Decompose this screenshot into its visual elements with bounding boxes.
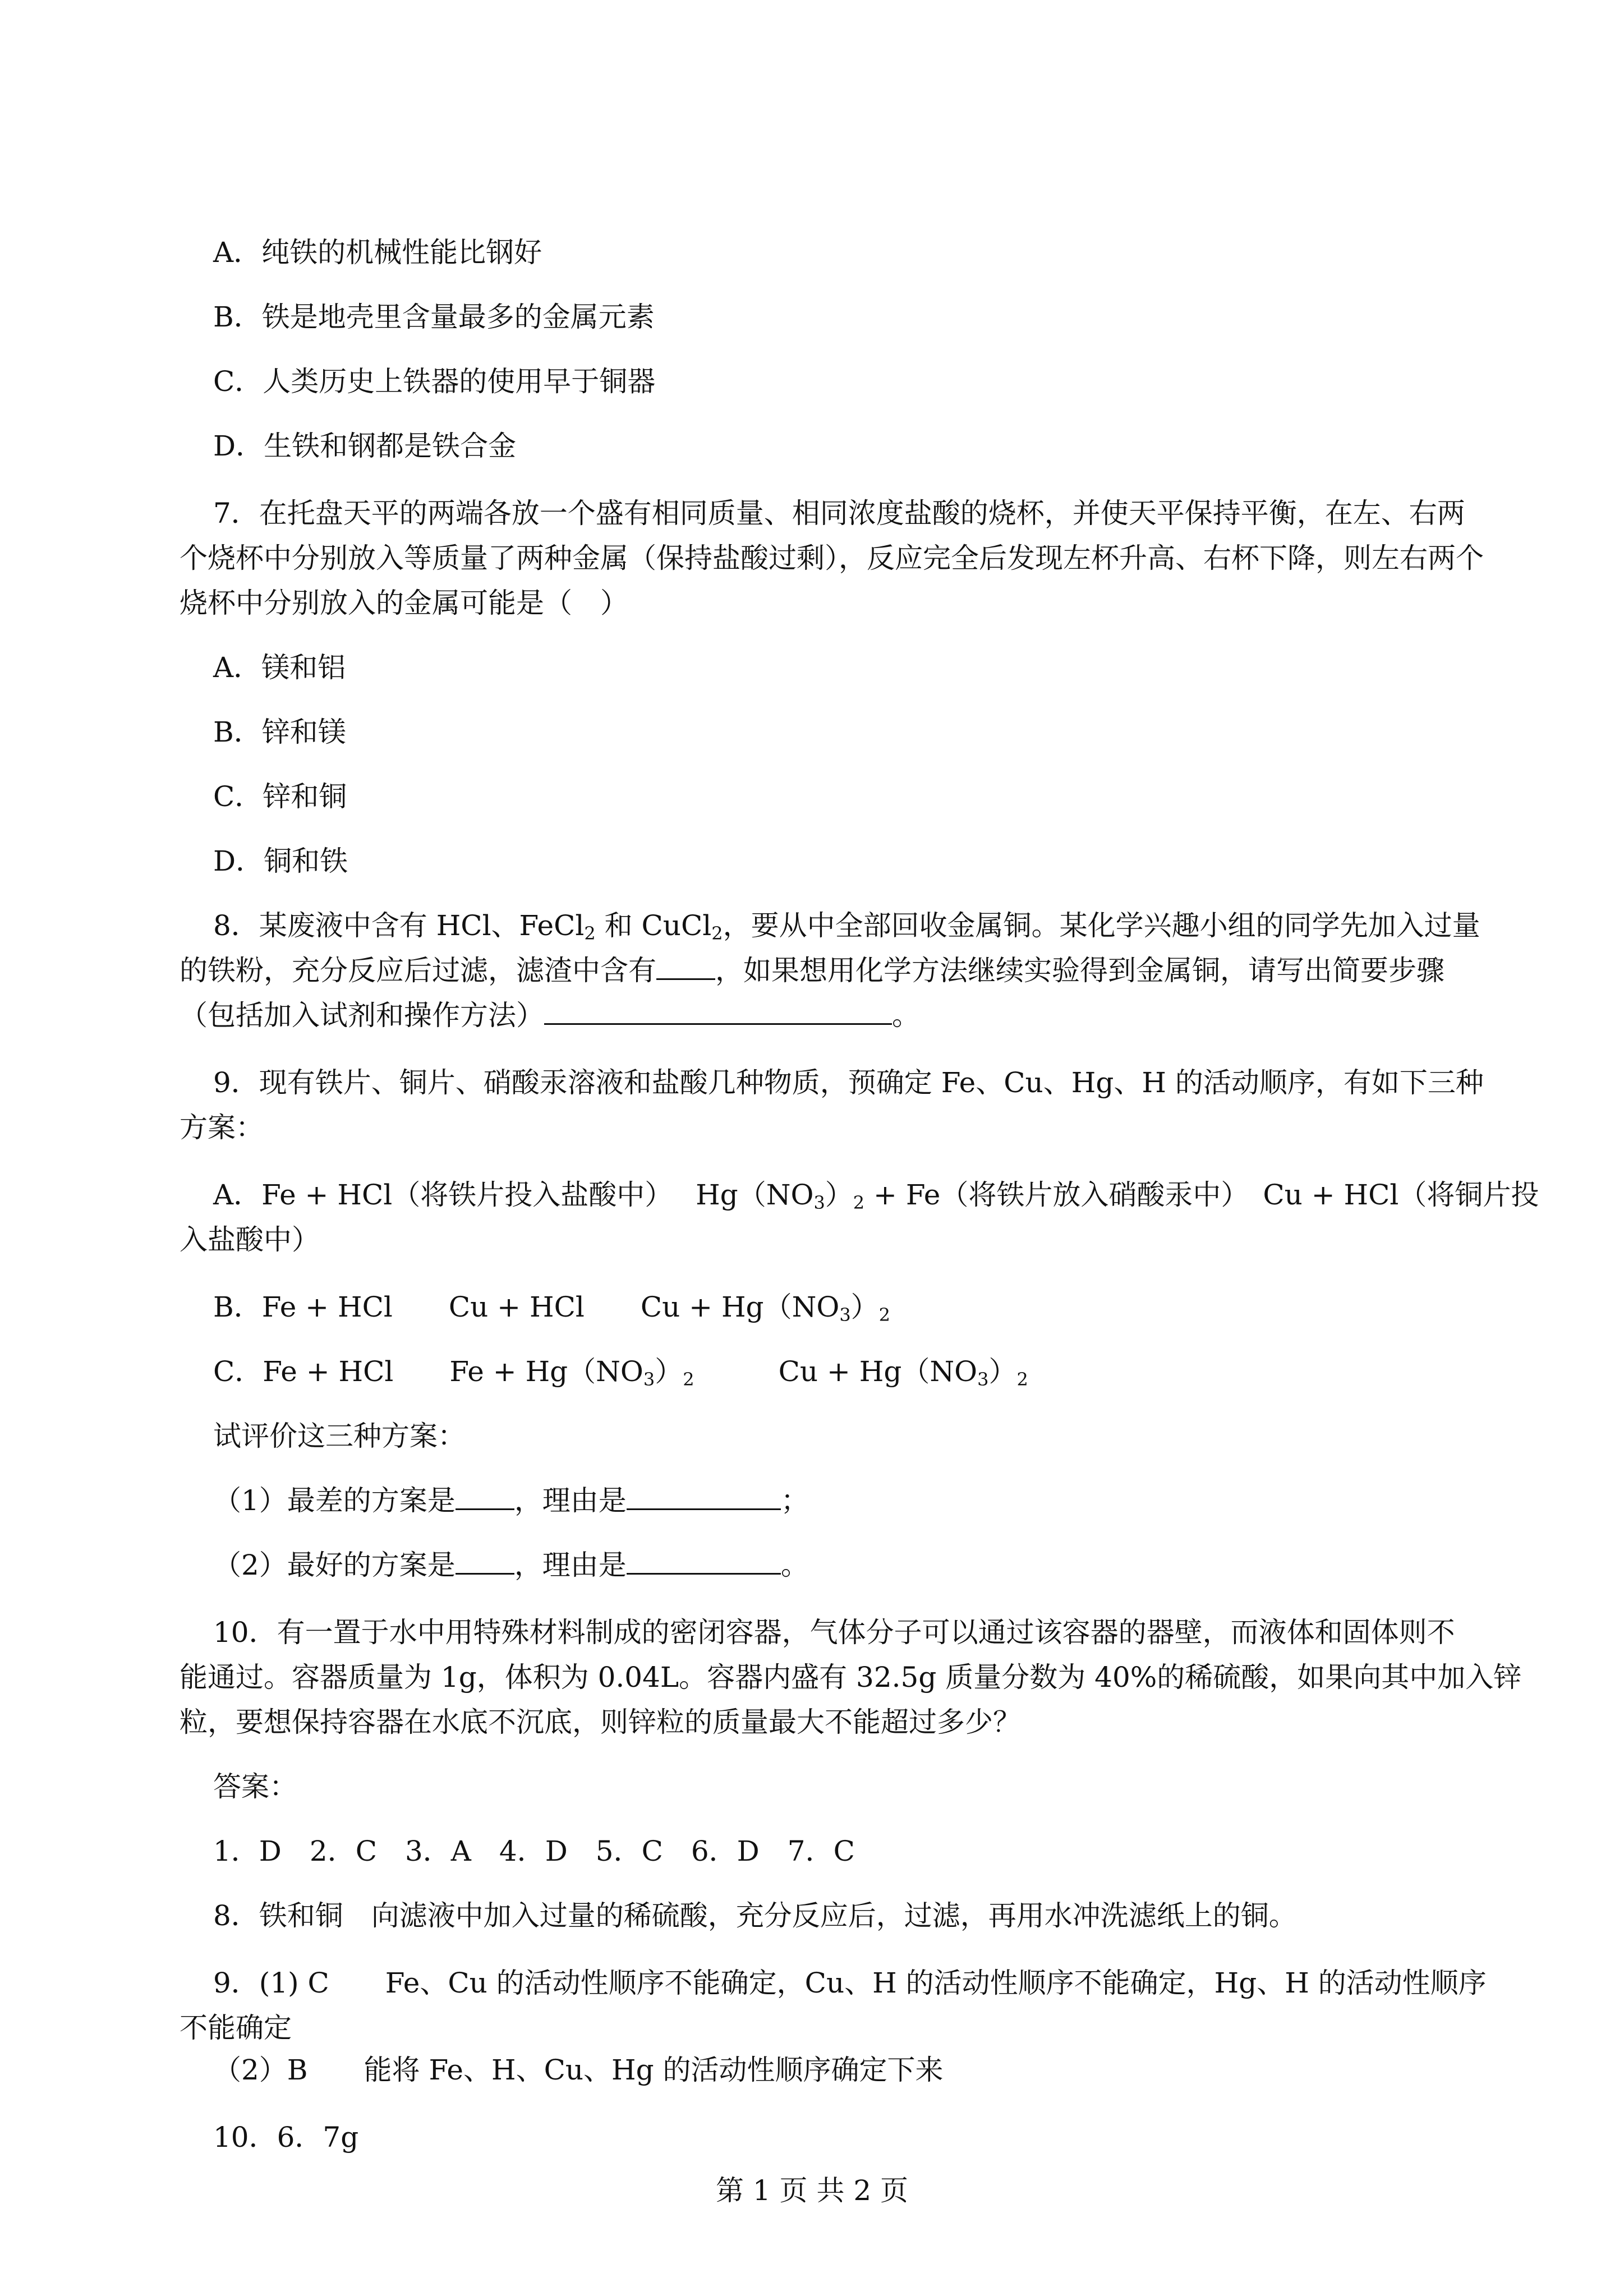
q8-text-line1: 8．某废液中含有 HCl、FeCl$_2$ 和 CuCl$_2$，要从中全部回收金属铜。某化学兴趣小组的同学先加入过量: [213, 909, 1480, 944]
q7-option-b: B．锌和镁: [213, 716, 346, 748]
q9-worst-reason-blank[interactable]: [627, 1483, 781, 1510]
q10-text-line3: 粒，要想保持容器在水底不沉底，则锌粒的质量最大不能超过多少？: [180, 1706, 1021, 1738]
q8-steps-blank[interactable]: [544, 997, 892, 1025]
q6-option-c: C．人类历史上铁器的使用早于铜器: [213, 365, 656, 398]
q9-part2: （2）最好的方案是 ，理由是 。: [213, 1545, 809, 1585]
q7-option-d: D．铜和铁: [213, 845, 348, 877]
q9-best-reason-blank[interactable]: [627, 1547, 781, 1575]
q9-evaluate-prompt: 试评价这三种方案：: [213, 1420, 466, 1452]
q9-scheme-c: C．Fe + HCl $Fe + Hg(NO_3)_2$ $Cu + Hg(NO_3)_2$: [213, 1355, 1028, 1390]
q6-option-b: B．铁是地壳里含量最多的金属元素: [213, 301, 655, 333]
q8-text-line3: （包括加入试剂和操作方法） 。: [180, 996, 920, 1035]
page-footer: 第 1 页 共 2 页: [715, 2174, 909, 2207]
answers-multiple-choice: 1．D 2．C 3．A 4．D 5．C 6．D 7．C: [213, 1835, 855, 1867]
q7-text-line2: 个烧杯中分别放入等质量了两种金属（保持盐酸过剩），反应完全后发现左杯升高、右杯下降，则左右两个: [180, 542, 1484, 574]
q9-scheme-a-line2: 入盐酸中）: [180, 1223, 320, 1256]
q7-option-c: C．锌和铜: [213, 780, 347, 813]
q9-worst-scheme-blank[interactable]: [456, 1483, 514, 1510]
answers-heading: 答案：: [213, 1770, 297, 1803]
q9-text-line2: 方案：: [180, 1111, 264, 1144]
q7-option-a: A．镁和铝: [213, 651, 346, 684]
q7-text-line3: 烧杯中分别放入的金属可能是（ ）: [180, 587, 628, 619]
answer-9-part1: 9．(1) C Fe、Cu 的活动性顺序不能确定，Cu、H 的活动性顺序不能确定，Hg、H 的活动性顺序: [213, 1967, 1487, 1999]
q6-option-d: D．生铁和钢都是铁合金: [213, 430, 517, 462]
answer-8: 8．铁和铜 向滤液中加入过量的稀硫酸，充分反应后，过滤，再用水冲洗滤纸上的铜。: [213, 1899, 1297, 1932]
answer-9-part1-cont: 不能确定: [180, 2012, 292, 2044]
q8-residue-blank[interactable]: [656, 953, 715, 980]
q8-text-line2: 的铁粉，充分反应后过滤，滤渣中含有 ，如果想用化学方法继续实验得到金属铜，请写出简要步骤: [180, 951, 1444, 990]
q10-text-line1: 10．有一置于水中用特殊材料制成的密闭容器，气体分子可以通过该容器的器壁，而液体和固体则不: [213, 1616, 1455, 1649]
q6-option-a: A．纯铁的机械性能比钢好: [213, 236, 542, 269]
q9-scheme-b: B．Fe + HCl Cu + HCl $Cu + Hg(NO_3)_2$: [213, 1291, 891, 1326]
q10-text-line2: 能通过。容器质量为 1g，体积为 0.04L。容器内盛有 32.5g 质量分数为 40%的稀硫酸，如果向其中加入锌: [180, 1661, 1522, 1694]
q9-best-scheme-blank[interactable]: [456, 1547, 514, 1575]
answer-9-part2: （2）B 能将 Fe、H、Cu、Hg 的活动性顺序确定下来: [213, 2054, 944, 2086]
q7-text-line1: 7．在托盘天平的两端各放一个盛有相同质量、相同浓度盐酸的烧杯，并使天平保持平衡，在左、右两: [213, 497, 1465, 530]
q9-scheme-a-line1: A．Fe + HCl（将铁片投入盐酸中） $Hg(NO_3)_2 + Fe$（将铁片放入硝酸汞中） Cu + HCl（将铜片投: [213, 1179, 1539, 1213]
answer-10: 10．6．7g: [213, 2121, 359, 2154]
q9-part1: （1）最差的方案是 ，理由是 ；: [213, 1481, 809, 1520]
q9-text-line1: 9．现有铁片、铜片、硝酸汞溶液和盐酸几种物质，预确定 Fe、Cu、Hg、H 的活动顺序，有如下三种: [213, 1066, 1484, 1099]
